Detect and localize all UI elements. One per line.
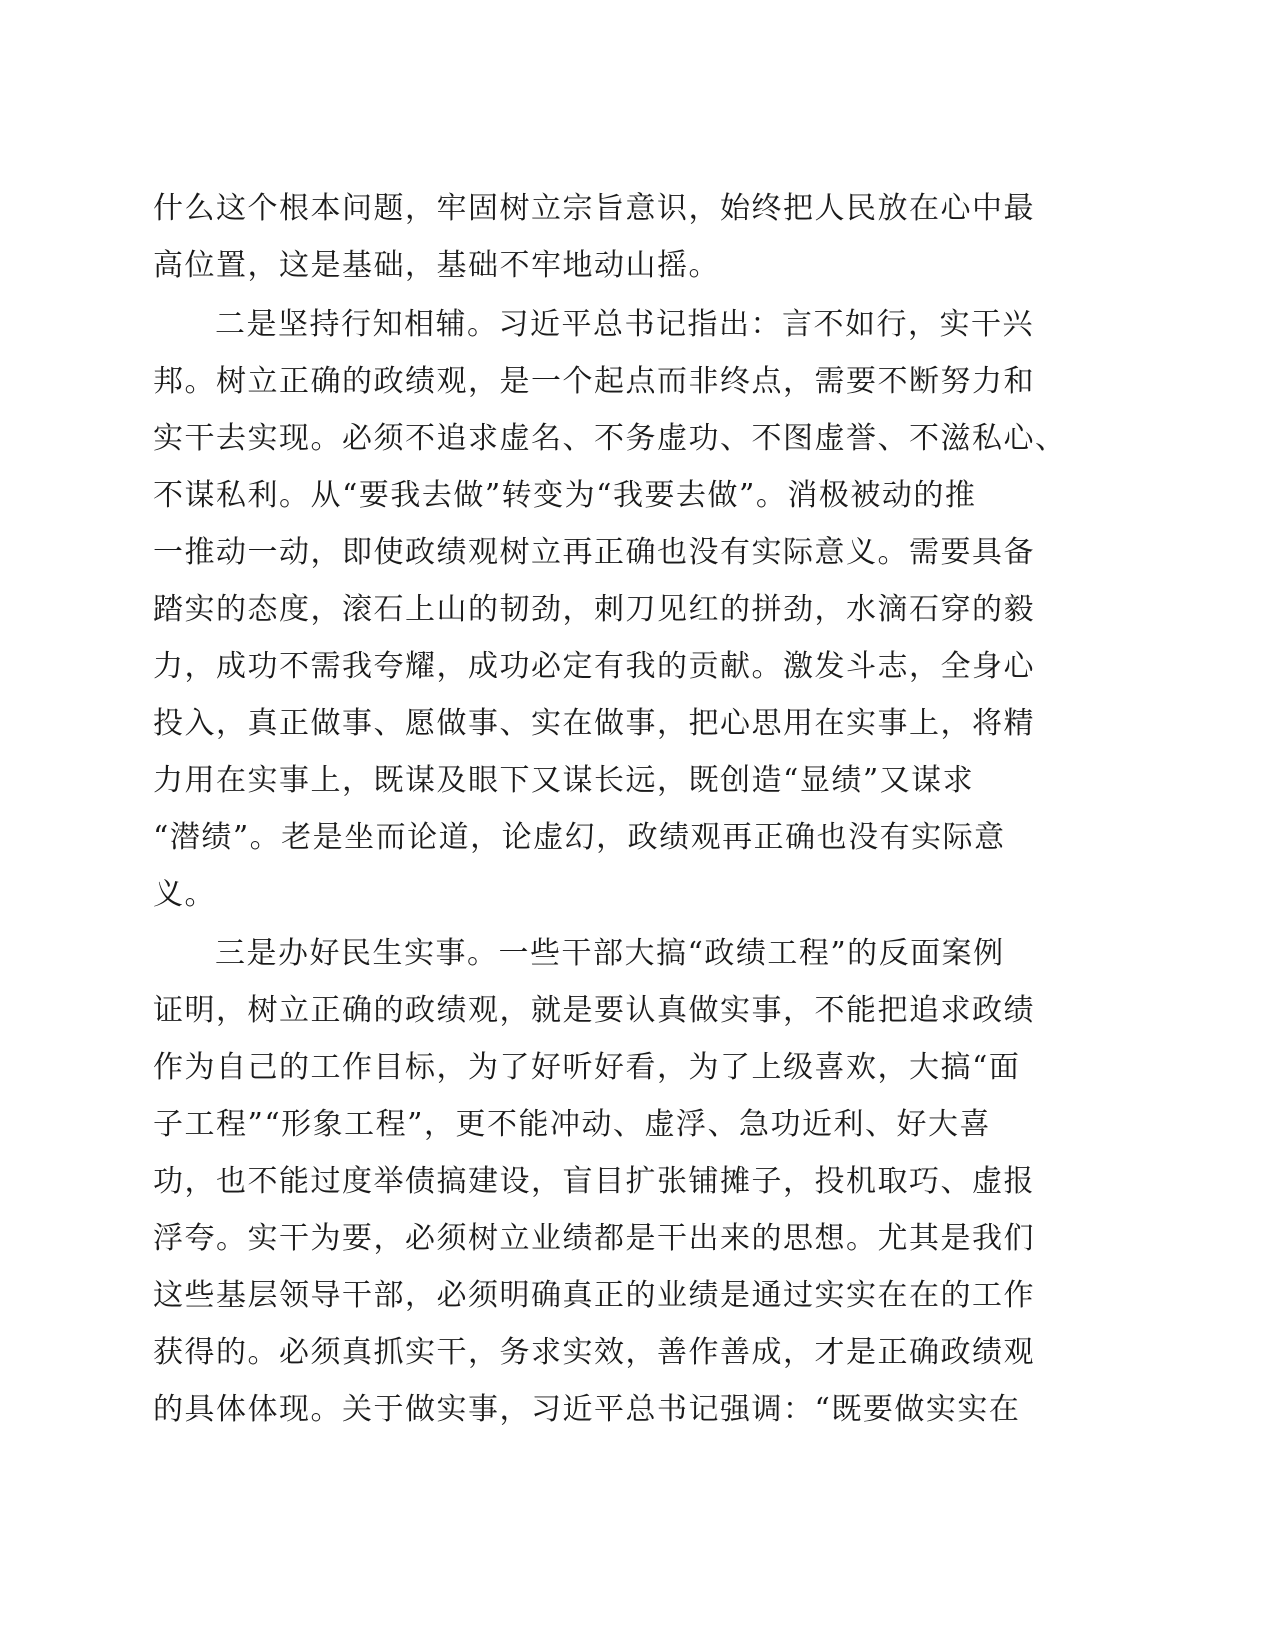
text-line: 三是办好民生实事。一些干部大搞“政绩工程”的反面案例 [215,936,1005,971]
text-line: 高位置，这是基础，基础不牢地动山摇。 [153,248,720,283]
text-line: 证明，树立正确的政绩观，就是要认真做实事，不能把追求政绩 [153,993,1035,1028]
paragraph-1 [153,180,1093,294]
text-line: 力用在实事上，既谋及眼下又谋长远，既创造“显绩”又谋求 [153,763,975,798]
paragraph-2 [153,296,1093,923]
text-line: 踏实的态度，滚石上山的韧劲，刺刀见红的拼劲，水滴石穿的毅 [153,592,1035,627]
text-line: 投入，真正做事、愿做事、实在做事，把心思用在实事上，将精 [153,706,1035,741]
text-line: 实干去实现。必须不追求虚名、不务虚功、不图虚誉、不滋私心、 [153,421,1067,456]
text-line: 子工程”“形象工程”，更不能冲动、虚浮、急功近利、好大喜 [153,1107,992,1142]
text-line: 义。 [153,877,216,912]
text-line: 功，也不能过度举债搞建设，盲目扩张铺摊子，投机取巧、虚报 [153,1164,1035,1199]
text-line: 一推动一动，即使政绩观树立再正确也没有实际意义。需要具备 [153,535,1035,570]
text-line: 力，成功不需我夸耀，成功必定有我的贡献。激发斗志，全身心 [153,649,1035,684]
text-line: “潜绩”。老是坐而论道，论虚幻，政绩观再正确也没有实际意 [153,820,1006,855]
text-line: 二是坚持行知相辅。习近平总书记指出：言不如行，实干兴 [215,307,1034,342]
text-line: 不谋私利。从“要我去做”转变为“我要去做”。消极被动的推 [153,478,977,513]
text-line: 的具体体现。关于做实事，习近平总书记强调：“既要做实实在 [153,1392,1021,1427]
text-line: 作为自己的工作目标，为了好听好看，为了上级喜欢，大搞“面 [153,1050,1021,1085]
text-line: 邦。树立正确的政绩观，是一个起点而非终点，需要不断努力和 [153,364,1035,399]
text-line: 什么这个根本问题，牢固树立宗旨意识，始终把人民放在心中最 [153,191,1035,226]
text-line: 浮夸。实干为要，必须树立业绩都是干出来的思想。尤其是我们 [153,1221,1035,1256]
text-line: 获得的。必须真抓实干，务求实效，善作善成，才是正确政绩观 [153,1335,1035,1370]
document-body [153,180,1093,1438]
text-line: 这些基层领导干部，必须明确真正的业绩是通过实实在在的工作 [153,1278,1035,1313]
paragraph-3 [153,925,1093,1438]
